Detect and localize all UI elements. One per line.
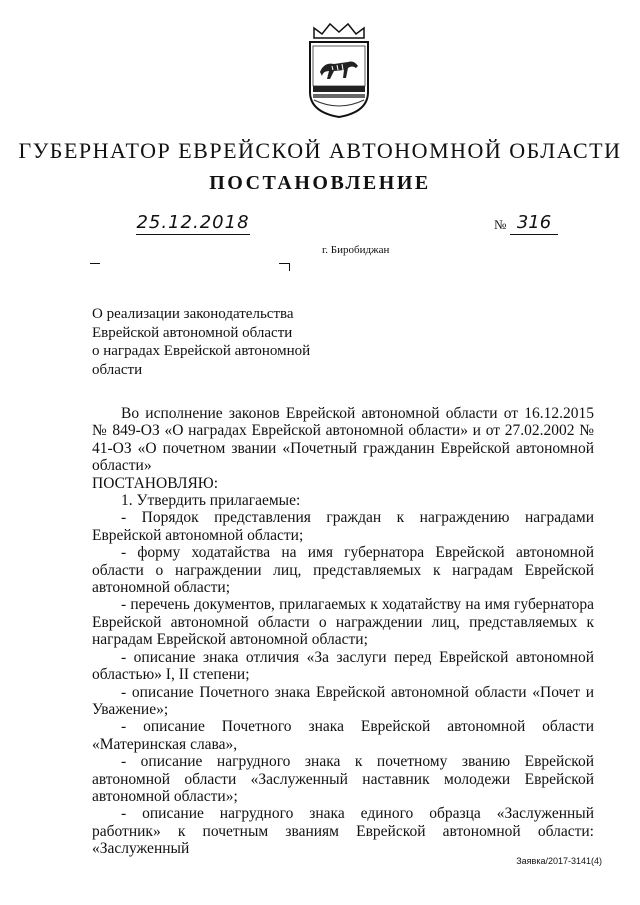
document-subject xyxy=(92,305,332,379)
subject-line: О реализации законодательства xyxy=(92,306,294,322)
list-item: - описание знака отличия «За заслуги перед Еврейской автономной областью» I, II степени; xyxy=(92,648,594,684)
decree-word: ПОСТАНОВЛЯЮ: xyxy=(92,474,219,492)
document-body xyxy=(92,405,594,858)
document-type: ПОСТАНОВЛЕНИЕ xyxy=(209,172,431,194)
document-date: 25.12.2018 xyxy=(136,212,250,233)
list-item: - описание Почетного знака Еврейской автономной области «Почет и Уважение»; xyxy=(92,683,594,718)
list-item: - описание нагрудного знака единого образца «Заслуженный работник» к почетным званиям Еврейской автономной области: «Заслуженный xyxy=(92,805,594,858)
clause-1: 1. Утвердить прилагаемые: xyxy=(121,492,301,510)
list-item: - перечень документов, прилагаемых к ходатайству на имя губернатора Еврейской автономной области о награждении лиц, представляемых к наградам Еврейской автономной области; xyxy=(92,596,594,649)
coat-of-arms-icon xyxy=(302,22,376,120)
subject-line: о наградах Еврейской автономной xyxy=(92,343,311,359)
city-of-issue: г. Биробиджан xyxy=(322,244,390,256)
document-number: 316 xyxy=(510,212,558,235)
list-item: - описание нагрудного знака к почетному званию Еврейской автономной области «Заслуженный наставник молодежи Еврейской автономной области»; xyxy=(92,753,594,805)
preamble-paragraph: Во исполнение законов Еврейской автономной области от 16.12.2015 № 849-ОЗ «О наградах Еврейской автономной области» и от 27.02.2002 № 41-ОЗ «О почетном звании «Почетный гражданин Еврейской автономной области» xyxy=(92,405,594,475)
list-item: - форму ходатайства на имя губернатора Еврейской автономной области о награждении лиц, представляемых к наградам Еврейской автономной области; xyxy=(92,544,594,597)
subject-line: Еврейской автономной области xyxy=(92,324,293,341)
list-item: - Порядок представления граждан к награждению наградами Еврейской автономной области; xyxy=(92,509,594,544)
issuing-authority: ГУБЕРНАТОР ЕВРЕЙСКОЙ АВТОНОМНОЙ ОБЛАСТИ xyxy=(18,138,622,163)
subject-line: области xyxy=(92,361,143,378)
subject-bracket-left xyxy=(90,263,100,271)
list-item: - описание Почетного знака Еврейской автономной области «Материнская слава», xyxy=(92,718,594,753)
number-label: № xyxy=(494,217,507,232)
subject-bracket-right xyxy=(279,263,290,271)
order-code: Заявка/2017-3141(4) xyxy=(516,856,602,866)
